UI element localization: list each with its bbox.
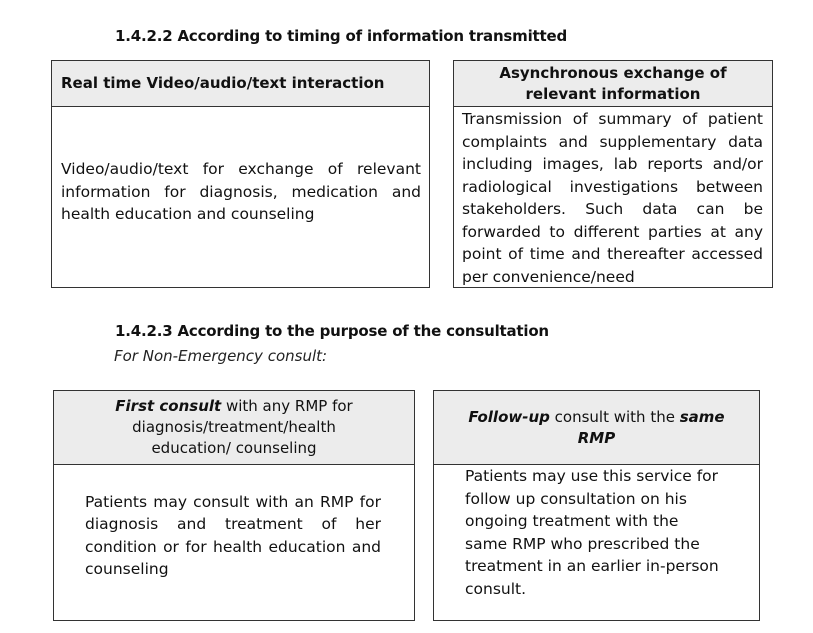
- table-cell-first-consult: [53, 390, 415, 621]
- cell-header-realtime-label: Real time Video/audio/text interaction: [61, 74, 385, 92]
- header-text: with any RMP for diagnosis/treatment/health education/ counseling: [132, 397, 353, 457]
- header-emphasis-2: same RMP: [577, 407, 725, 447]
- table-cell-realtime: [51, 60, 430, 288]
- cell-body-realtime: [52, 107, 429, 287]
- cell-header-follow-up-text: [464, 407, 729, 449]
- cell-header-first-consult: [54, 391, 414, 465]
- cell-body-async-text: Transmission of summary of patient complaints and supplementary data including images, lab reports and/or radiological investigations between stakeholders. Such data can be forwarded to different parties at any point of time and thereafter accessed per convenience/need: [462, 110, 763, 286]
- cell-body-realtime-text: Video/audio/text for exchange of relevant information for diagnosis, medication and health education and counseling: [61, 160, 421, 224]
- cell-header-first-consult-text: [94, 396, 374, 459]
- cell-header-follow-up: [434, 391, 759, 465]
- table-cell-async: [453, 60, 773, 288]
- section-subheading-nonemergency: For Non-Emergency consult:: [114, 347, 328, 365]
- section-heading-purpose: 1.4.2.3 According to the purpose of the consultation: [115, 322, 549, 340]
- cell-header-async-label: Asynchronous exchange of relevant information: [499, 63, 727, 103]
- header-text: consult with the: [549, 407, 680, 426]
- cell-body-follow-up: [434, 465, 759, 620]
- cell-header-realtime: [52, 61, 429, 107]
- header-emphasis: Follow-up: [468, 407, 550, 426]
- table-cell-follow-up: [433, 390, 760, 621]
- cell-body-follow-up-text: Patients may use this service for follow up consultation on his ongoing treatment with the same RMP who prescribed the treatment in an earlier in-person consult.: [465, 467, 719, 598]
- cell-body-async: [454, 107, 772, 287]
- cell-body-first-consult: [54, 465, 414, 620]
- cell-header-async: [454, 61, 772, 107]
- section-heading-timing: 1.4.2.2 According to timing of information transmitted: [115, 27, 567, 45]
- header-emphasis: First consult: [115, 397, 222, 415]
- cell-body-first-consult-text: Patients may consult with an RMP for diagnosis and treatment of her condition or for health education and counseling: [85, 492, 381, 578]
